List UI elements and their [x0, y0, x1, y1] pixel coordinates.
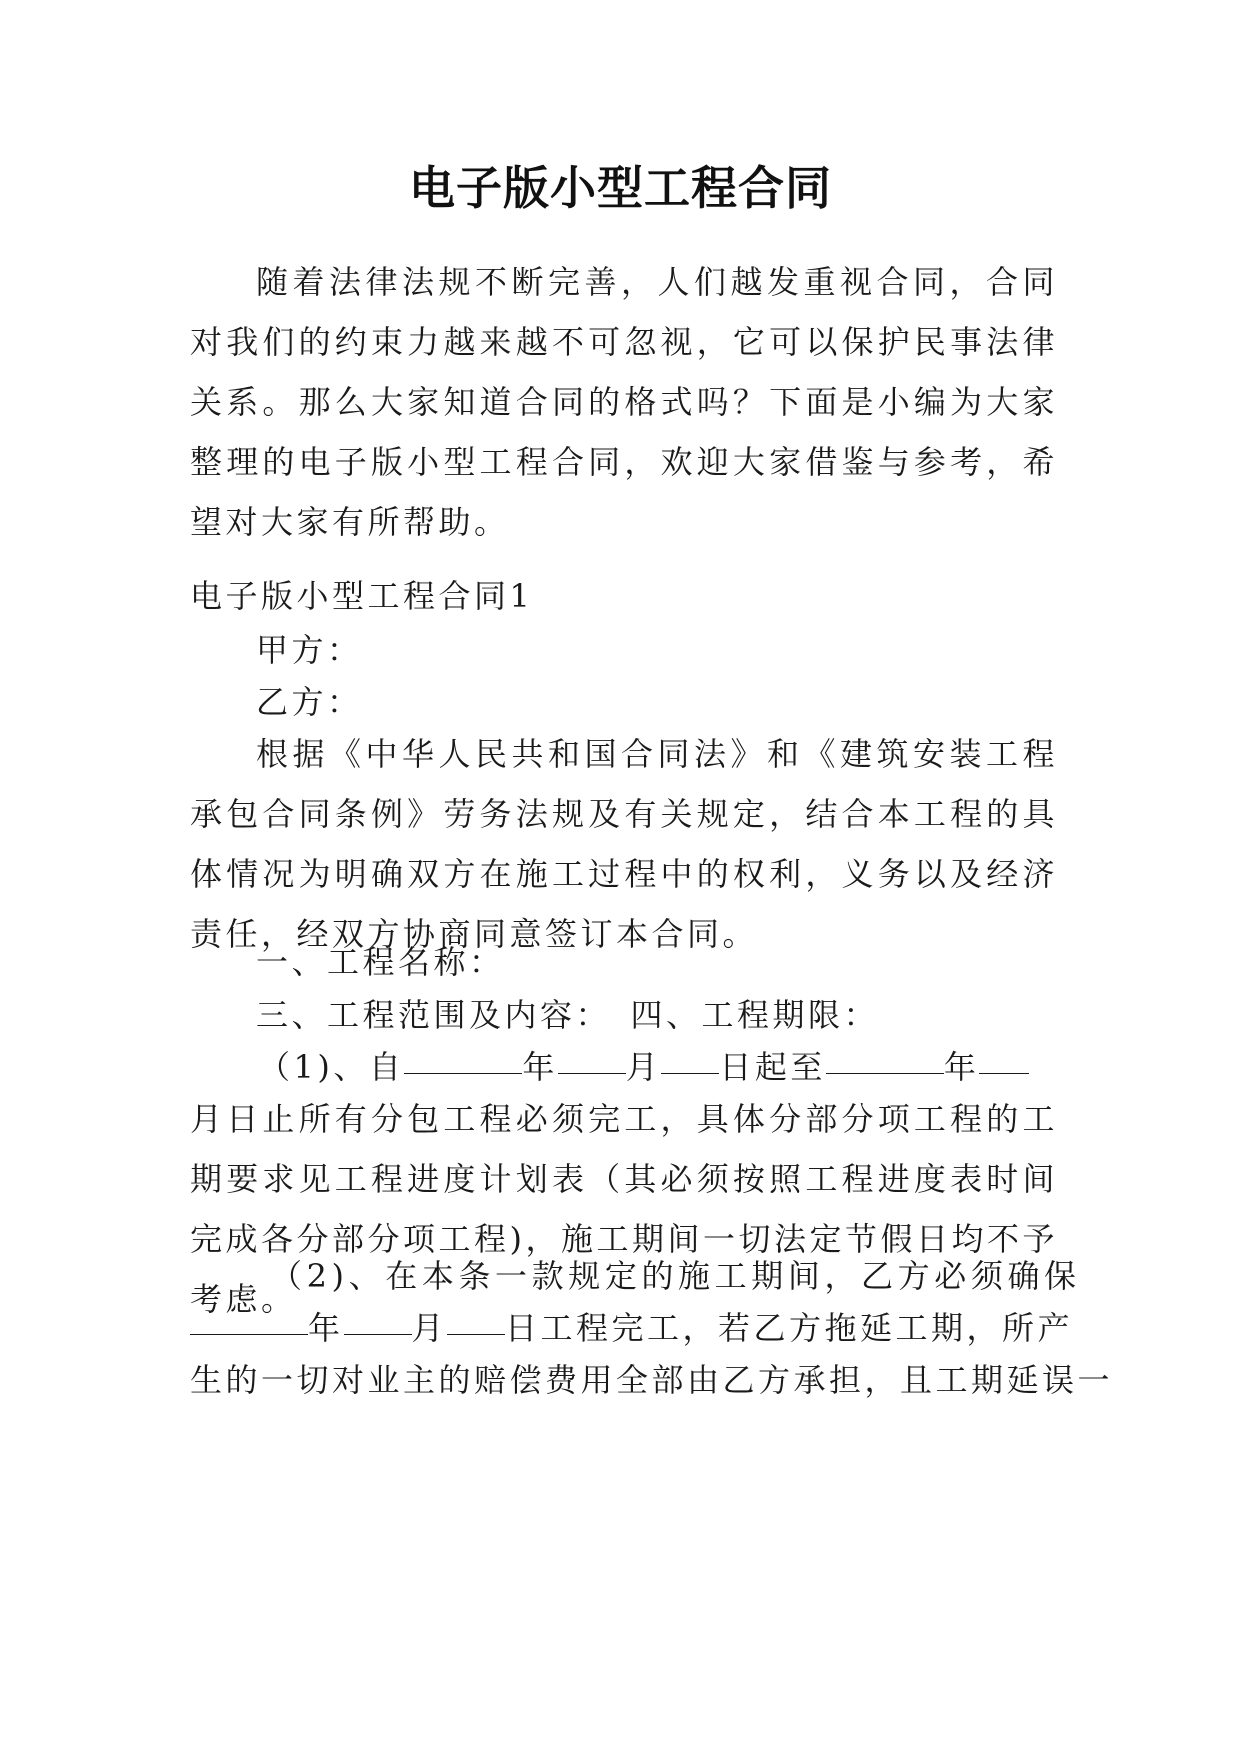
clause-2-third-line: 生的一切对业主的赔偿费用全部由乙方承担，且工期延误一 — [190, 1361, 1114, 1399]
clause-1-continuation: 月日止所有分包工程必须完工，具体分部分项工程的工期要求见工程进度计划表（其必须按照工程进度表时间完成各分部分项工程)，施工期间一切法定节假日均不予考虑。 — [190, 1100, 1058, 1318]
clause-1-day-label: 日起至 — [719, 1048, 826, 1086]
section-heading: 电子版小型工程合同1 — [190, 577, 534, 615]
intro-paragraph: 随着法律法规不断完善，人们越发重视合同，合同对我们的约束力越来越不可忽视，它可以保护民事法律关系。那么大家知道合同的格式吗？下面是小编为大家整理的电子版小型工程合同，欢迎大家借鉴与参考，希望对大家有所帮助。 — [190, 263, 1058, 541]
start-month-blank — [558, 1037, 626, 1074]
start-day-blank — [661, 1037, 719, 1074]
clause-1-year-label: 年 — [522, 1048, 558, 1086]
party-a-label: 甲方： — [256, 631, 363, 669]
end-month-blank — [979, 1037, 1029, 1074]
end-year-blank — [826, 1037, 944, 1074]
clause-1-month-label: 月 — [625, 1048, 662, 1086]
party-b-label: 乙方： — [256, 683, 363, 721]
deadline-year-blank — [190, 1298, 308, 1335]
item-scope-and-period: 三、工程范围及内容： 四、工程期限： — [256, 996, 880, 1034]
item-project-name: 一、工程名称： — [256, 943, 505, 981]
clause-2-rest: 日工程完工，若乙方拖延工期，所产 — [505, 1309, 1074, 1347]
clause-1-end-year-label: 年 — [943, 1048, 980, 1086]
clause-2-first-line: （2)、在本条一款规定的施工期间，乙方必须确保 — [270, 1257, 1081, 1295]
clause-1-first-line — [258, 1037, 1058, 1097]
clause-2-year-label: 年 — [308, 1309, 344, 1347]
document-title: 电子版小型工程合同 — [409, 161, 832, 215]
deadline-month-blank — [344, 1298, 412, 1335]
basis-paragraph: 根据《中华人民共和国合同法》和《建筑安装工程承包合同条例》劳务法规及有关规定，结合本工程的具体情况为明确双方在施工过程中的权利，义务以及经济责任，经双方协商同意签订本合同。 — [190, 735, 1058, 953]
start-year-blank — [404, 1037, 522, 1074]
clause-2-second-line — [190, 1298, 1074, 1358]
clause-2-month-label: 月 — [411, 1309, 448, 1347]
deadline-day-blank — [447, 1298, 505, 1335]
clause-1-prefix: （1)、自 — [258, 1048, 405, 1086]
